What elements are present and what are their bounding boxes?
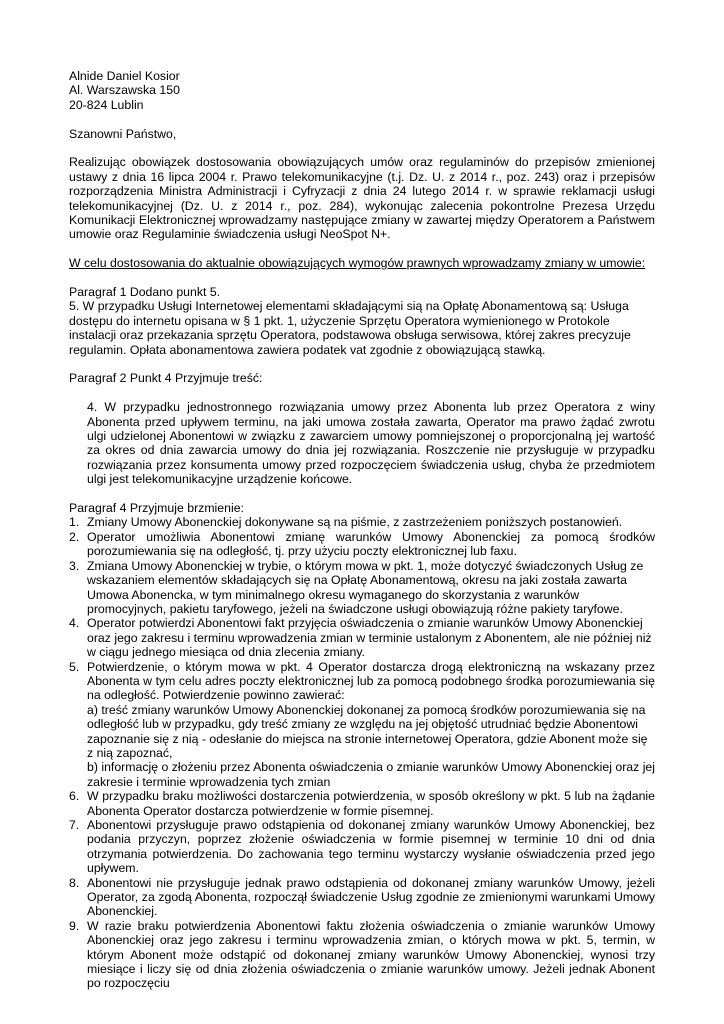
- list-item: [69, 616, 655, 659]
- list-item: [69, 530, 655, 559]
- list-item-number: 7.: [69, 818, 80, 833]
- list-item: [69, 919, 655, 991]
- changes-heading: W celu dostosowania do aktualnie obowiązujących wymogów prawnych wprowadzamy zmiany w umowie:: [69, 256, 646, 271]
- paragraph-4-title: Paragraf 4 Przyjmuje brzmienie:: [69, 501, 244, 516]
- list-item-text: W razie braku potwierdzenia Abonentowi faktu złożenia oświadczenia o zmianie warunków Umowy Abonenckiej oraz jego zakresu i terminu wprowadzenia zmian, o których mowa w pkt. 5, termin, w którym Abonent może odstąpić od dokonanej zmiany warunków Umowy Abonenckiej, wynosi trzy miesiące i liczy się od dnia złożenia oświadczenia o zmianie warunków umowy. Jeżeli jednak Abonent po rozpoczęciu: [87, 918, 655, 991]
- paragraph-1-title: Paragraf 1 Dodano punkt 5.: [69, 285, 221, 300]
- list-item-text: Potwierdzenie, o którym mowa w pkt. 4 Operator dostarcza drogą elektroniczną na wskazany przez Abonenta w tym celu adres poczty elektronicznej lub za pomocą podobnego środka porozumiewania się na odległość. Potwierdzenie powinno zawierać:: [87, 659, 655, 703]
- list-item-number: 2.: [69, 529, 80, 544]
- list-item-text: Operator umożliwia Abonentowi zmianę warunków Umowy Abonenckiej za pomocą środków porozumiewania się na odległość, tj. przy użyciu poczty elektronicznej lub faxu.: [87, 529, 655, 559]
- list-item-text: Abonentowi nie przysługuje jednak prawo odstąpienia od dokonanej zmiany warunków Umowy, jeżeli Operator, za zgodą Abonenta, rozpoczął świadczenie Usług zgodnie ze zmienionymi warunkami Umowy Abonenckiej.: [87, 875, 655, 919]
- document-body: [69, 69, 655, 991]
- paragraph-1-text: 5. W przypadku Usługi Internetowej elementami składającymi sią na Opłatę Abonamentową są: Usługa dostępu do internetu opisana w § 1 pkt. 1, użyczenie Sprzętu Operatora wymienionego w Protokole instalacji oraz przekazania sprzętu Operatora, podstawowa obsługa serwisowa, której zakres precyzuje regulamin. Opłata abonamentowa zawiera podatek vat zgodnie z obowiązującą stawką.: [69, 299, 631, 357]
- list-item-number: 1.: [69, 515, 80, 530]
- list-item-number: 5.: [69, 659, 80, 674]
- list-item-number: 9.: [69, 918, 80, 933]
- list-item: [69, 515, 655, 529]
- list-item-text: Zmiana Umowy Abonenckiej w trybie, o którym mowa w pkt. 1, może dotyczyć świadczonych Usług ze wskazaniem elementów składających się na Opłatę Abonamentową, okresu na jaki została zawarta Umowa Abonencka, w tym minimalnego okresu wymaganego do skorzystania z warunków promocyjnych, pakietu taryfowego, jeżeli na świadczone usługi obowiązują różne pakiety taryfowe.: [87, 558, 644, 616]
- list-item-text: W przypadku braku możliwości dostarczenia potwierdzenia, w sposób określony w pkt. 5 lub na żądanie Abonenta Operator dostarcza potwierdzenie w formie pisemnej.: [87, 789, 655, 818]
- address-line: Alnide Daniel Kosior: [69, 69, 180, 83]
- list-item-text: Zmiany Umowy Abonenckiej dokonywane są na piśmie, z zastrzeżeniem poniższych postanowień.: [87, 515, 623, 530]
- list-item: [69, 876, 655, 919]
- paragraph-2-text: 4. W przypadku jednostronnego rozwiązania umowy przez Abonenta lub przez Operatora z winy Abonenta przed upływem terminu, na jaki umowa została zawarta, Operator ma prawo żądać zwrotu ulgi udzielonej Abonentowi w związku z zawarciem umowy pomniejszonej o proporcjonalną jej wartość za okres od dnia zawarcia umowy do dnia jej rozwiązania. Roszczenie nie przysługuje w przypadku rozwiązania przez konsumenta umowy przed rozpoczęciem świadczenia usług, chyba że przedmiotem ulgi jest telekomunikacyjne urządzenie końcowe.: [87, 400, 655, 487]
- list-item-subpoint-a: a) treść zmiany warunków Umowy Abonenckiej dokonanej za pomocą środków porozumiewania się na odległość lub w przypadku, gdy treść zmiany ze względu na jej objętość utrudniać będzie Abonentowi zapoznanie się z nią - odesłanie do miejsca na stronie internetowej Operatora, gdzie Abonent może się z nią zapoznać,: [87, 702, 648, 760]
- list-item-text: Abonentowi przysługuje prawo odstąpienia od dokonanej zmiany warunków Umowy Abonenckiej, bez podania przyczyn, poprzez złożenie oświadczenia w formie pisemnej w terminie 10 dni od dnia otrzymania potwierdzenia. Do zachowania tego terminu wystarczy wysłanie oświadczenia przed jego upływem.: [87, 818, 655, 876]
- paragraph-2-title: Paragraf 2 Punkt 4 Przyjmuje treść:: [69, 371, 263, 386]
- intro-paragraph: Realizując obowiązek dostosowania obowiązujących umów oraz regulaminów do przepisów zmienionej ustawy z dnia 16 lipca 2004 r. Prawo telekomunikacyjne (t.j. Dz. U. z 2014 r., poz. 243) oraz i przepisów rozporządzenia Ministra Administracji i Cyfryzacji z dnia 24 lutego 2014 r. w sprawie reklamacji usługi telekomunikacyjnej (Dz. U. z 2014 r., poz. 284), wykonując zalecenia pokontrolne Prezesa Urzędu Komunikacji Elektronicznej wprowadzamy następujące zmiany w zawartej między Operatorem a Państwem umowie oraz Regulaminie świadczenia usługi NeoSpot N+.: [69, 155, 655, 242]
- list-item-number: 3.: [69, 558, 80, 573]
- list-item-text: Operator potwierdzi Abonentowi fakt przyjęcia oświadczenia o zmianie warunków Umowy Abonenckiej oraz jego zakresu i terminu wprowadzenia zmian w terminie ustalonym z Abonentem, ale nie później niż w ciągu jednego miesiąca od dnia zlecenia zmiany.: [87, 616, 652, 660]
- list-item-subpoint-b: b) informację o złożeniu przez Abonenta oświadczenia o zmianie warunków Umowy Abonenckiej oraz jej zakresie i terminie wprowadzenia tych zmian: [87, 760, 655, 789]
- list-item-number: 6.: [69, 789, 80, 804]
- list-item: [69, 818, 655, 876]
- sender-address: [69, 69, 655, 112]
- list-item: [69, 660, 655, 790]
- list-item-number: 4.: [69, 616, 80, 631]
- list-item-number: 8.: [69, 875, 80, 890]
- greeting: Szanowni Państwo,: [69, 126, 177, 141]
- address-line: Al. Warszawska 150: [69, 83, 180, 98]
- address-line: 20-824 Lublin: [69, 97, 144, 112]
- paragraph-4-list: [69, 515, 655, 990]
- list-item: [69, 559, 655, 617]
- list-item: [69, 789, 655, 818]
